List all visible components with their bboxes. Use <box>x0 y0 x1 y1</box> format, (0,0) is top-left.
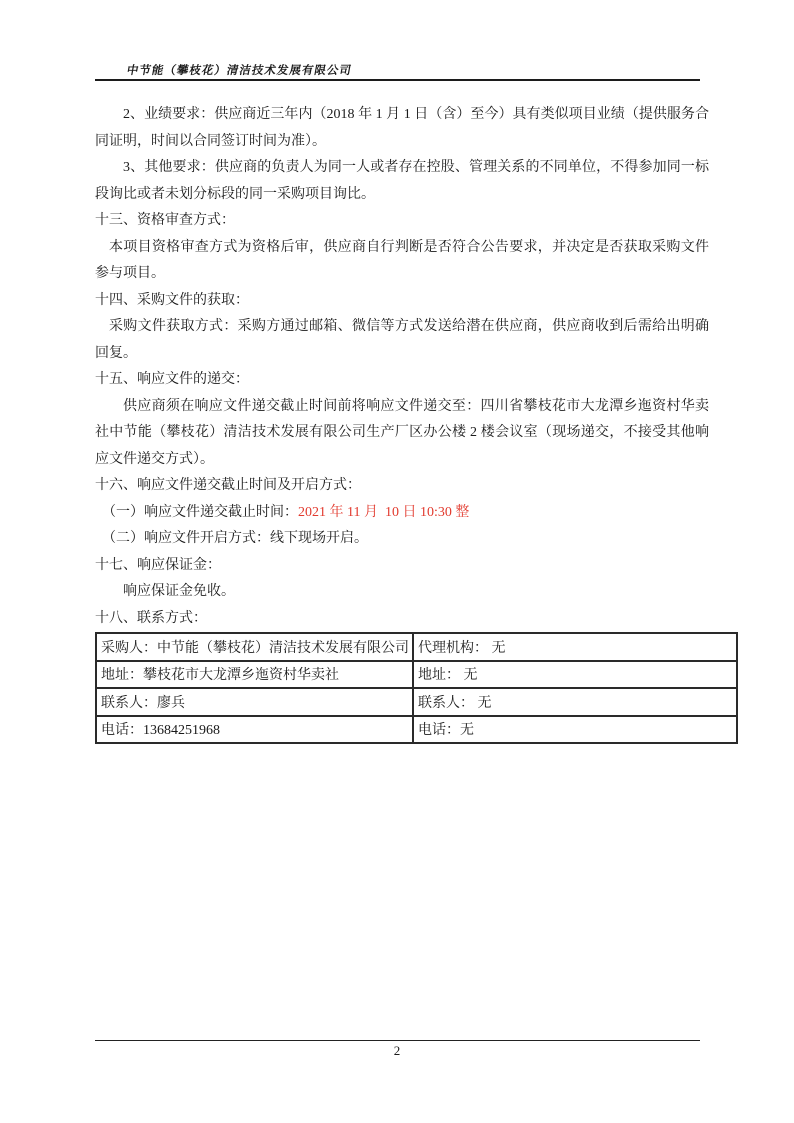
document-body <box>95 102 709 632</box>
table-row-address <box>96 661 737 689</box>
agency-cell: 代理机构： 无 <box>413 633 737 661</box>
deadline-label: （一）响应文件递交截止时间： <box>102 504 298 520</box>
heading-section-18: 十八、联系方式： <box>95 610 207 626</box>
table-row-phone <box>96 716 737 744</box>
paragraph-submission-deadline <box>95 500 709 527</box>
heading-section-15: 十五、响应文件的递交： <box>95 372 249 387</box>
table-row-contact-person <box>96 688 737 716</box>
purchaser-phone-cell: 电话：13684251968 <box>96 716 413 744</box>
paragraph-response-submission: 供应商须在响应文件递交截止时间前将响应文件递交至：四川省攀枝花市大龙潭乡迤资村华卖社中节能（攀枝花）清洁技术发展有限公司生产厂区办公楼 2 楼会议室（现场递交，不接受其他响应文件递交方式）。 <box>95 398 709 467</box>
contact-table <box>95 632 738 744</box>
agency-phone-cell: 电话：无 <box>413 716 737 744</box>
purchaser-contact-cell: 联系人：廖兵 <box>96 688 413 716</box>
paragraph-document-acquisition: 采购文件获取方式：采购方通过邮箱、微信等方式发送给潜在供应商，供应商收到后需给出明确回复。 <box>95 319 709 361</box>
paragraph-other-requirement: 3、其他要求：供应商的负责人为同一人或者存在控股、管理关系的不同单位，不得参加同一标段询比或者未划分标段的同一采购项目询比。 <box>95 160 709 202</box>
page-number: 2 <box>393 1043 401 1058</box>
header-rule <box>95 79 700 81</box>
agency-contact-cell: 联系人： 无 <box>413 688 737 716</box>
heading-section-13: 十三、资格审查方式： <box>95 213 235 228</box>
footer-rule <box>95 1040 700 1041</box>
purchaser-address-cell: 地址：攀枝花市大龙潭乡迤资村华卖社 <box>96 661 413 689</box>
paragraph-deposit-waived: 响应保证金免收。 <box>123 584 235 599</box>
paragraph-performance-requirement: 2、业绩要求：供应商近三年内（2018 年 1 月 1 日（含）至今）具有类似项目业绩（提供服务合同证明，时间以合同签订时间为准）。 <box>95 107 709 149</box>
paragraph-qualification-review: 本项目资格审查方式为资格后审，供应商自行判断是否符合公告要求，并决定是否获取采购文件参与项目。 <box>95 239 709 281</box>
heading-section-16: 十六、响应文件递交截止时间及开启方式： <box>95 478 361 493</box>
contact-table-body <box>96 633 737 743</box>
table-row-purchaser <box>96 633 737 661</box>
heading-section-17: 十七、响应保证金： <box>95 557 221 573</box>
agency-address-cell: 地址： 无 <box>413 661 737 689</box>
heading-section-14: 十四、采购文件的获取： <box>95 292 249 308</box>
purchaser-cell: 采购人：中节能（攀枝花）清洁技术发展有限公司 <box>96 633 413 661</box>
deadline-value: 2021 年 11 月 10 日 10:30 整 <box>298 504 470 520</box>
paragraph-opening-method: （二）响应文件开启方式：线下现场开启。 <box>102 531 368 546</box>
header-company-name: 中节能（攀枝花）清洁技术发展有限公司 <box>125 65 353 77</box>
